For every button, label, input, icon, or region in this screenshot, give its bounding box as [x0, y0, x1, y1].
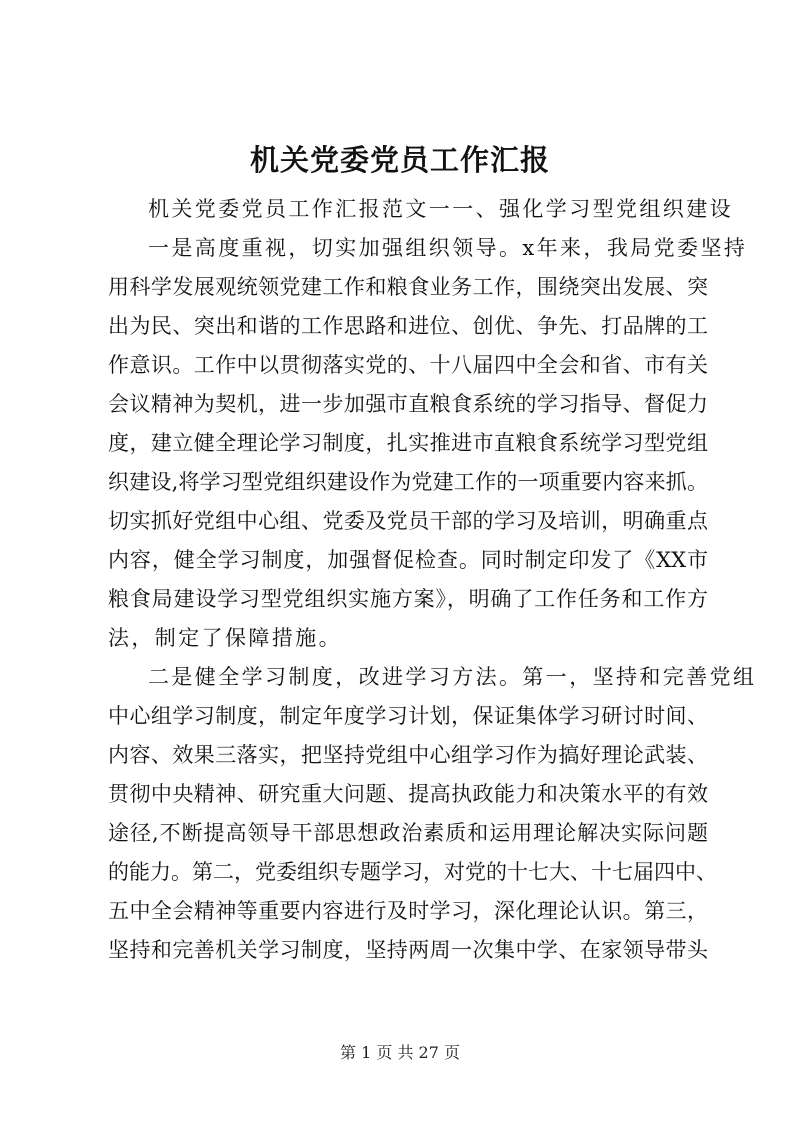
paragraph-line: 切实抓好党组中心组、党委及党员干部的学习及培训，明确重点: [108, 509, 708, 533]
paragraph-line: 内容、效果三落实，把坚持党组中心组学习作为搞好理论武装、: [108, 743, 708, 767]
paragraph-line: 中心组学习制度，制定年度学习计划，保证集体学习研讨时间、: [108, 704, 708, 728]
paragraph-line: 粮食局建设学习型党组织实施方案》，明确了工作任务和工作方: [108, 587, 708, 611]
paragraph-line: 用科学发展观统领党建工作和粮食业务工作，围绕突出发展、突: [108, 275, 708, 299]
paragraph-line: 作意识。工作中以贯彻落实党的、十八届四中全会和省、市有关: [108, 353, 708, 377]
paragraph-line: 途径,不断提高领导干部思想政治素质和运用理论解决实际问题: [108, 821, 708, 845]
document-title: 机关党委党员工作汇报: [249, 143, 550, 177]
document-body: [108, 190, 757, 970]
paragraph-line: 五中全会精神等重要内容进行及时学习，深化理论认识。第三，: [108, 899, 708, 923]
paragraph-line: 法，制定了保障措施。: [108, 626, 342, 650]
paragraph-line: 的能力。第二，党委组织专题学习，对党的十七大、十七届四中、: [108, 860, 717, 884]
paragraph-line: 出为民、突出和谐的工作思路和进位、创优、争先、打品牌的工: [108, 314, 708, 338]
paragraph-line: 织建设,将学习型党组织建设作为党建工作的一项重要内容来抓。: [108, 470, 708, 494]
paragraph-line: 一是高度重视，切实加强组织领导。x年来，我局党委坚持: [148, 236, 748, 260]
page-number-footer: 第 1 页 共 27 页: [340, 1043, 460, 1062]
paragraph-line: 度，建立健全理论学习制度，扎实推进市直粮食系统学习型党组: [108, 431, 708, 455]
paragraph-line: 贯彻中央精神、研究重大问题、提高执政能力和决策水平的有效: [108, 782, 708, 806]
paragraph-line: 机关党委党员工作汇报范文一一、强化学习型党组织建设: [148, 197, 733, 221]
paragraph-line: 坚持和完善机关学习制度，坚持两周一次集中学、在家领导带头: [108, 938, 708, 962]
paragraph-line: 会议精神为契机，进一步加强市直粮食系统的学习指导、督促力: [108, 392, 708, 416]
paragraph-line: 内容，健全学习制度，加强督促检查。同时制定印发了《XX市: [108, 548, 708, 572]
paragraph-line: 二是健全学习制度，改进学习方法。第一，坚持和完善党组: [148, 665, 757, 689]
